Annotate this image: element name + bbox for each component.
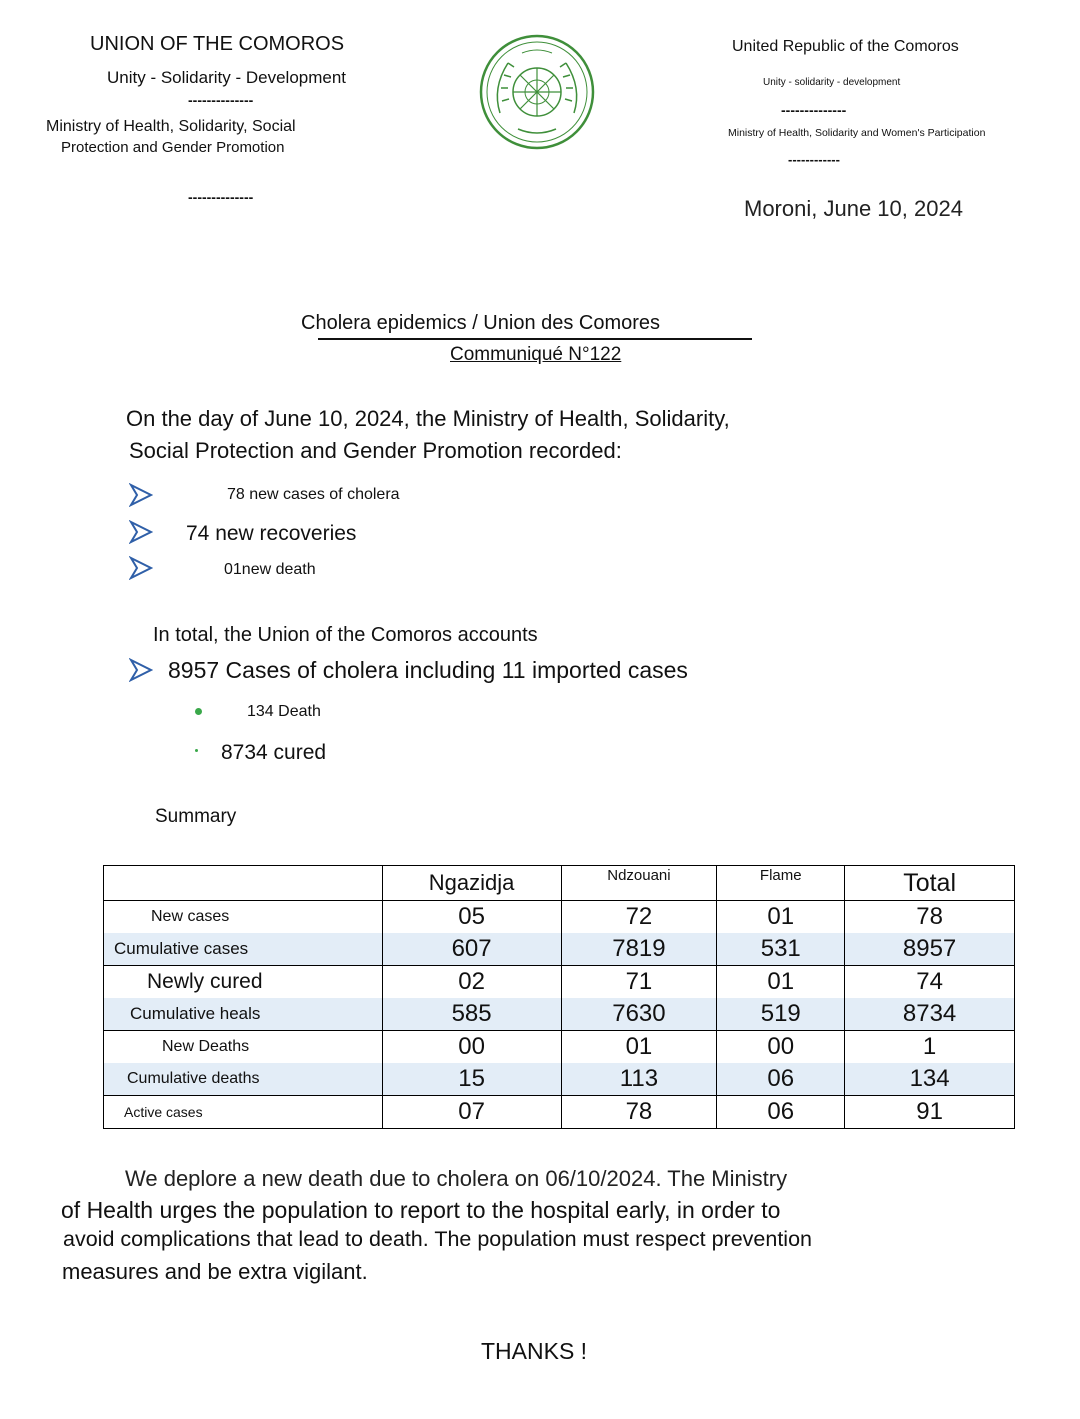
table-cell: 74 bbox=[845, 966, 1015, 999]
table-cell: 06 bbox=[717, 1096, 845, 1129]
table-row bbox=[104, 1031, 1015, 1064]
table-header-row bbox=[104, 866, 1015, 901]
table-cell: 15 bbox=[382, 1063, 561, 1096]
summary-table bbox=[103, 865, 1015, 1129]
left-separator-1: -------------- bbox=[188, 92, 254, 108]
row-label: Newly cured bbox=[104, 966, 383, 999]
table-cell: 01 bbox=[717, 966, 845, 999]
left-separator-2: -------------- bbox=[188, 189, 254, 205]
table-row bbox=[104, 1096, 1015, 1129]
left-ministry-line1: Ministry of Health, Solidarity, Social bbox=[46, 118, 296, 135]
table-cell: 07 bbox=[382, 1096, 561, 1129]
totals-cured: 8734 cured bbox=[221, 741, 327, 764]
table-cell: 7819 bbox=[561, 933, 717, 966]
table-row bbox=[104, 933, 1015, 966]
closing-line-3: avoid complications that lead to death. The population must respect prevention bbox=[63, 1227, 812, 1251]
right-separator-1: -------------- bbox=[781, 102, 847, 118]
table-cell: 519 bbox=[717, 998, 845, 1031]
communique-number: Communiqué N°122 bbox=[450, 344, 622, 365]
table-cell: 113 bbox=[561, 1063, 717, 1096]
right-separator-2: ------------ bbox=[788, 152, 840, 167]
totals-deaths: 134 Death bbox=[247, 703, 321, 720]
table-cell: 8957 bbox=[845, 933, 1015, 966]
thanks-text: THANKS ! bbox=[481, 1338, 588, 1364]
row-label: New Deaths bbox=[104, 1031, 383, 1064]
totals-cases: 8957 Cases of cholera including 11 imported cases bbox=[168, 657, 688, 683]
dot-bullet-icon bbox=[195, 708, 202, 715]
row-label: New cases bbox=[104, 901, 383, 934]
left-country: UNION OF THE COMOROS bbox=[90, 33, 345, 55]
table-cell: 06 bbox=[717, 1063, 845, 1096]
daily-new-cases: 78 new cases of cholera bbox=[227, 486, 400, 503]
table-cell: 00 bbox=[717, 1031, 845, 1064]
table-cell: 01 bbox=[717, 901, 845, 934]
table-cell: 01 bbox=[561, 1031, 717, 1064]
table-cell: 78 bbox=[561, 1096, 717, 1129]
totals-intro: In total, the Union of the Comoros accounts bbox=[153, 624, 538, 646]
table-row bbox=[104, 1063, 1015, 1096]
table-cell: 1 bbox=[845, 1031, 1015, 1064]
arrow-bullet-icon bbox=[129, 483, 153, 507]
right-country: United Republic of the Comoros bbox=[732, 38, 959, 55]
table-cell: 72 bbox=[561, 901, 717, 934]
row-label: Cumulative heals bbox=[104, 998, 383, 1031]
right-ministry: Ministry of Health, Solidarity and Women's Participation bbox=[728, 127, 986, 139]
table-row bbox=[104, 998, 1015, 1031]
table-cell: 7630 bbox=[561, 998, 717, 1031]
row-label: Cumulative deaths bbox=[104, 1063, 383, 1096]
national-seal-icon bbox=[478, 33, 596, 151]
table-cell: 00 bbox=[382, 1031, 561, 1064]
closing-line-2: of Health urges the population to report to the hospital early, in order to bbox=[61, 1197, 781, 1223]
place-date: Moroni, June 10, 2024 bbox=[744, 196, 963, 221]
table-cell: 02 bbox=[382, 966, 561, 999]
table-cell: 585 bbox=[382, 998, 561, 1031]
table-header-cell: Ndzouani bbox=[561, 866, 717, 901]
arrow-bullet-icon bbox=[129, 520, 153, 544]
table-cell: 91 bbox=[845, 1096, 1015, 1129]
closing-line-4: measures and be extra vigilant. bbox=[62, 1259, 368, 1284]
intro-line-2: Social Protection and Gender Promotion recorded: bbox=[129, 438, 622, 463]
arrow-bullet-icon bbox=[129, 556, 153, 580]
table-row bbox=[104, 966, 1015, 999]
daily-new-death: 01new death bbox=[224, 561, 316, 578]
dot-bullet-icon bbox=[195, 749, 198, 752]
table-cell: 607 bbox=[382, 933, 561, 966]
summary-label: Summary bbox=[155, 806, 237, 827]
intro-line-1: On the day of June 10, 2024, the Ministry of Health, Solidarity, bbox=[126, 406, 730, 431]
daily-new-recoveries: 74 new recoveries bbox=[186, 522, 357, 545]
right-motto: Unity - solidarity - development bbox=[763, 77, 901, 88]
row-label: Active cases bbox=[104, 1096, 383, 1129]
left-ministry-line2: Protection and Gender Promotion bbox=[61, 139, 285, 156]
table-cell: 8734 bbox=[845, 998, 1015, 1031]
table-row bbox=[104, 901, 1015, 934]
table-header-cell bbox=[104, 866, 383, 901]
table-header-cell: Flame bbox=[717, 866, 845, 901]
table-header-cell: Total bbox=[845, 866, 1015, 901]
row-label: Cumulative cases bbox=[104, 933, 383, 966]
table-header-cell: Ngazidja bbox=[382, 866, 561, 901]
table-cell: 134 bbox=[845, 1063, 1015, 1096]
title-underline bbox=[318, 338, 752, 340]
table-cell: 71 bbox=[561, 966, 717, 999]
table-cell: 531 bbox=[717, 933, 845, 966]
arrow-bullet-icon bbox=[129, 658, 153, 682]
left-motto: Unity - Solidarity - Development bbox=[107, 68, 347, 87]
closing-line-1: We deplore a new death due to cholera on 06/10/2024. The Ministry bbox=[125, 1166, 788, 1191]
table-cell: 05 bbox=[382, 901, 561, 934]
communique-title: Cholera epidemics / Union des Comores bbox=[301, 312, 661, 334]
table-cell: 78 bbox=[845, 901, 1015, 934]
